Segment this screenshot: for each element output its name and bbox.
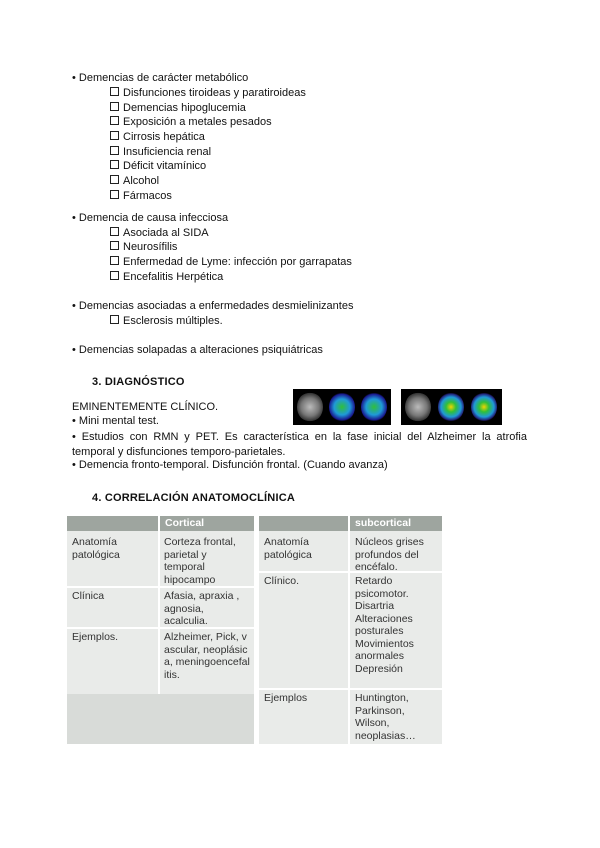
checkbox-icon	[110, 175, 119, 184]
list-item: Cirrosis hepática	[110, 131, 205, 143]
list-item: Asociada al SIDA	[110, 227, 209, 239]
subcortical-row-value: Núcleos grises profundos del encéfalo.	[355, 536, 424, 573]
cortical-table	[67, 516, 254, 744]
mri-pet-image-1	[293, 389, 391, 425]
cortical-header: Cortical	[160, 516, 254, 531]
checkbox-icon	[110, 102, 119, 111]
demyelinating-title: • Demencias asociadas a enfermedades desmielinizantes	[72, 300, 354, 312]
cortical-row-label: Ejemplos.	[72, 631, 119, 643]
checkbox-icon	[110, 116, 119, 125]
subcortical-row-label: Anatomía patológica	[264, 536, 312, 561]
checkbox-icon	[110, 256, 119, 265]
subcortical-header: subcortical	[350, 516, 442, 531]
checkbox-icon	[110, 315, 119, 324]
mri-pet-image-2	[401, 389, 502, 425]
checkbox-icon	[110, 271, 119, 280]
subcortical-row-label: Ejemplos	[264, 692, 308, 704]
list-item: Demencias hipoglucemia	[110, 102, 246, 114]
cortical-row-value: Alzheimer, Pick, vascular, neoplásica, meningoencefalitis.	[164, 631, 250, 681]
subcortical-row-label: Clínico.	[264, 575, 300, 587]
mmt-text: • Mini mental test.	[72, 415, 159, 427]
checkbox-icon	[110, 87, 119, 96]
correlation-heading: 4. CORRELACIÓN ANATOMOCLÍNICA	[92, 492, 295, 504]
list-item: Esclerosis múltiples.	[110, 315, 223, 327]
list-item: Insuficiencia renal	[110, 146, 211, 158]
diagnosis-heading: 3. DIAGNÓSTICO	[92, 376, 185, 388]
list-item: Fármacos	[110, 190, 172, 202]
cortical-row-value: Corteza frontal, parietal y temporal hipocampo	[164, 536, 236, 586]
metabolic-title: • Demencias de carácter metabólico	[72, 72, 249, 84]
checkbox-icon	[110, 146, 119, 155]
cortical-row-value: Afasia, apraxia , agnosia, acalculia.	[164, 590, 240, 627]
list-item: Encefalitis Herpética	[110, 271, 223, 283]
psychiatric-title: • Demencias solapadas a alteraciones psiquiátricas	[72, 344, 323, 356]
subcortical-row-value: Huntington, Parkinson, Wilson, neoplasias…	[355, 692, 416, 742]
subcortical-table	[259, 516, 442, 744]
infectious-title: • Demencia de causa infecciosa	[72, 212, 229, 224]
list-item: Neurosífilis	[110, 241, 177, 253]
list-item: Alcohol	[110, 175, 159, 187]
list-item: Exposición a metales pesados	[110, 116, 272, 128]
checkbox-icon	[110, 227, 119, 236]
subcortical-row-value: Retardo psicomotor. Disartria Alteraciones posturales Movimientos anormales Depresión	[355, 575, 414, 675]
ft-text: • Demencia fronto-temporal. Disfunción frontal. (Cuando avanza)	[72, 459, 388, 471]
list-item: Enfermedad de Lyme: infección por garrapatas	[110, 256, 352, 268]
cortical-row-label: Clínica	[72, 590, 105, 602]
checkbox-icon	[110, 160, 119, 169]
cortical-row-label: Anatomía patológica	[72, 536, 120, 561]
list-item: Déficit vitamínico	[110, 160, 206, 172]
checkbox-icon	[110, 131, 119, 140]
list-item: Disfunciones tiroideas y paratiroideas	[110, 87, 306, 99]
checkbox-icon	[110, 190, 119, 199]
checkbox-icon	[110, 241, 119, 250]
rmn-text: • Estudios con RMN y PET. Es característica en la fase inicial del Alzheimer la atrofia temporal y disfunciones temporo-parietales.	[72, 431, 527, 458]
clinical-text: EMINENTEMENTE CLÍNICO.	[72, 401, 219, 413]
